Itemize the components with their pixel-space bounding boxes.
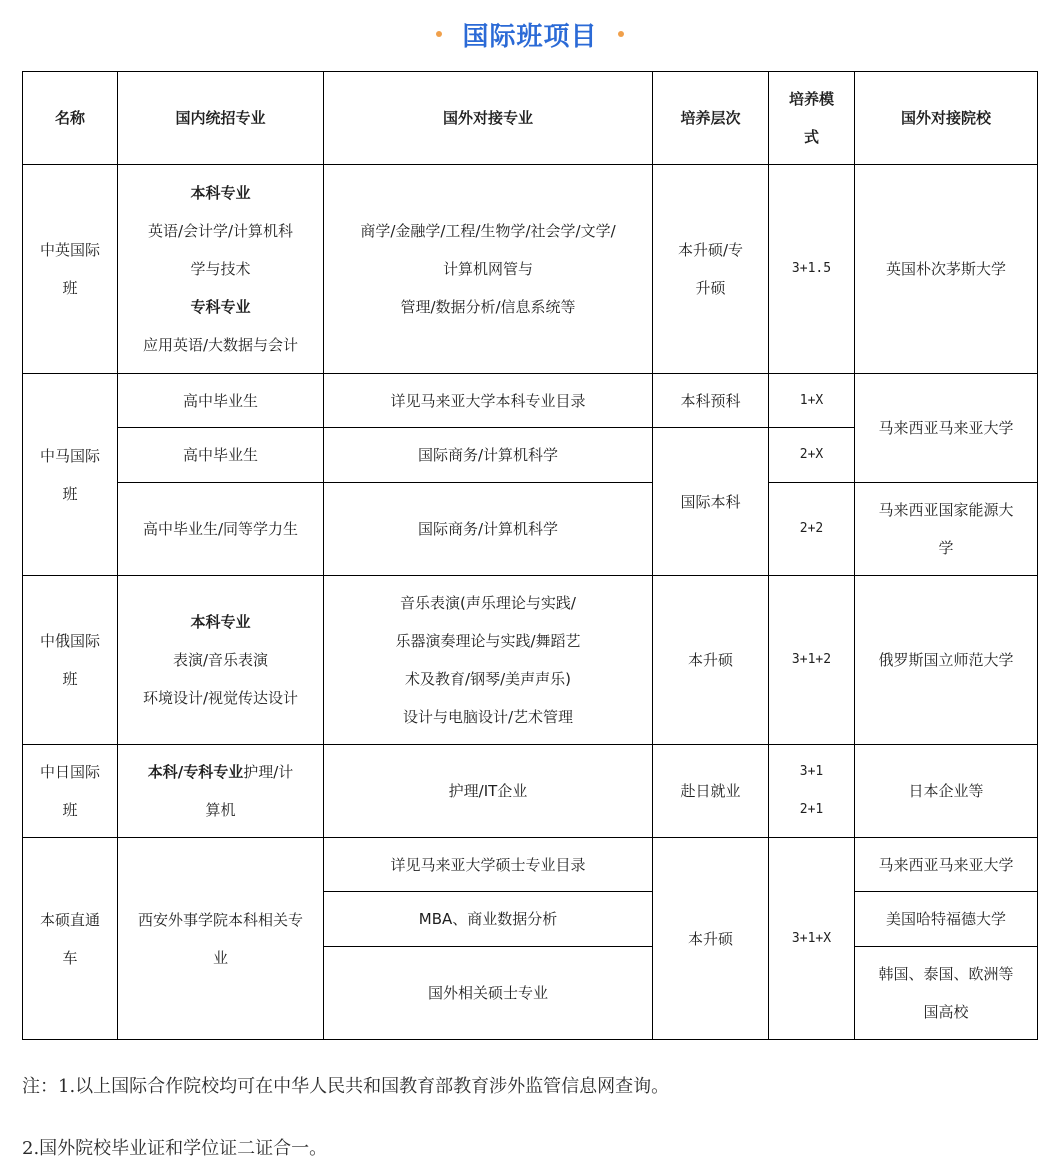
my-domestic-1: 高中毕业生 [118,374,324,428]
table-row-ms-1 [23,838,1038,892]
table-row-jp [23,745,1038,838]
jp-foreign: 护理/IT企业 [324,745,653,838]
note-1: 注：1.以上国际合作院校均可在中华人民共和国教育部教育涉外监管信息网查询。 [22,1076,670,1097]
ru-school: 俄罗斯国立师范大学 [855,576,1038,745]
uk-school: 英国朴次茅斯大学 [855,165,1038,374]
table-row-my-3 [23,483,1038,576]
ms-school-3: 韩国、泰国、欧洲等 国高校 [855,947,1038,1040]
my-name: 中马国际 班 [23,374,118,576]
my-level-shared: 国际本科 [653,428,769,576]
jp-mode: 3+1 2+1 [769,745,855,838]
my-school-1: 马来西亚马来亚大学 [855,374,1038,483]
ms-foreign-3: 国外相关硕士专业 [324,947,653,1040]
page-title [0,12,1060,56]
my-mode-1: 1+X [769,374,855,428]
jp-level: 赴日就业 [653,745,769,838]
ru-name: 中俄国际 班 [23,576,118,745]
ms-school-2: 美国哈特福德大学 [855,892,1038,947]
table-row-ru [23,576,1038,745]
header-name: 名称 [23,72,118,165]
ru-mode: 3+1+2 [769,576,855,745]
header-school: 国外对接院校 [855,72,1038,165]
uk-level: 本升硕/专 升硕 [653,165,769,374]
uk-foreign: 商学/金融学/工程/生物学/社会学/文学/ 计算机网管与 管理/数据分析/信息系统等 [324,165,653,374]
table-header-row [23,72,1038,165]
ms-mode: 3+1+X [769,838,855,1040]
my-level-1: 本科预科 [653,374,769,428]
my-domestic-3: 高中毕业生/同等学力生 [118,483,324,576]
ms-domestic: 西安外事学院本科相关专 业 [118,838,324,1040]
uk-domestic: 本科专业 英语/会计学/计算机科 学与技术 专科专业 应用英语/大数据与会计 [118,165,324,374]
title-dot-right [618,31,624,37]
table-row-uk [23,165,1038,374]
note-2: 2.国外院校毕业证和学位证二证合一。 [22,1138,328,1159]
uk-mode: 3+1.5 [769,165,855,374]
header-level: 培养层次 [653,72,769,165]
header-mode: 培养模 式 [769,72,855,165]
jp-school: 日本企业等 [855,745,1038,838]
ru-domestic: 本科专业 表演/音乐表演 环境设计/视觉传达设计 [118,576,324,745]
uk-name: 中英国际 班 [23,165,118,374]
my-mode-2: 2+X [769,428,855,483]
ms-name: 本硕直通 车 [23,838,118,1040]
title-dot-left [436,31,442,37]
my-foreign-3: 国际商务/计算机科学 [324,483,653,576]
table-row-my-1 [23,374,1038,428]
jp-name: 中日国际 班 [23,745,118,838]
ms-foreign-1: 详见马来亚大学硕士专业目录 [324,838,653,892]
my-school-2: 马来西亚国家能源大 学 [855,483,1038,576]
ms-foreign-2: MBA、商业数据分析 [324,892,653,947]
jp-domestic: 本科/专科专业护理/计 算机 [118,745,324,838]
my-domestic-2: 高中毕业生 [118,428,324,483]
ms-school-1: 马来西亚马来亚大学 [855,838,1038,892]
program-table [22,71,1038,1040]
ru-level: 本升硕 [653,576,769,745]
page-title-text: 国际班项目 [462,21,598,52]
my-mode-3: 2+2 [769,483,855,576]
ru-foreign: 音乐表演(声乐理论与实践/ 乐器演奏理论与实践/舞蹈艺 术及教育/钢琴/美声声乐) 设计与电脑设计/艺术管理 [324,576,653,745]
header-foreign: 国外对接专业 [324,72,653,165]
my-foreign-2: 国际商务/计算机科学 [324,428,653,483]
ms-level: 本升硕 [653,838,769,1040]
my-foreign-1: 详见马来亚大学本科专业目录 [324,374,653,428]
header-domestic: 国内统招专业 [118,72,324,165]
